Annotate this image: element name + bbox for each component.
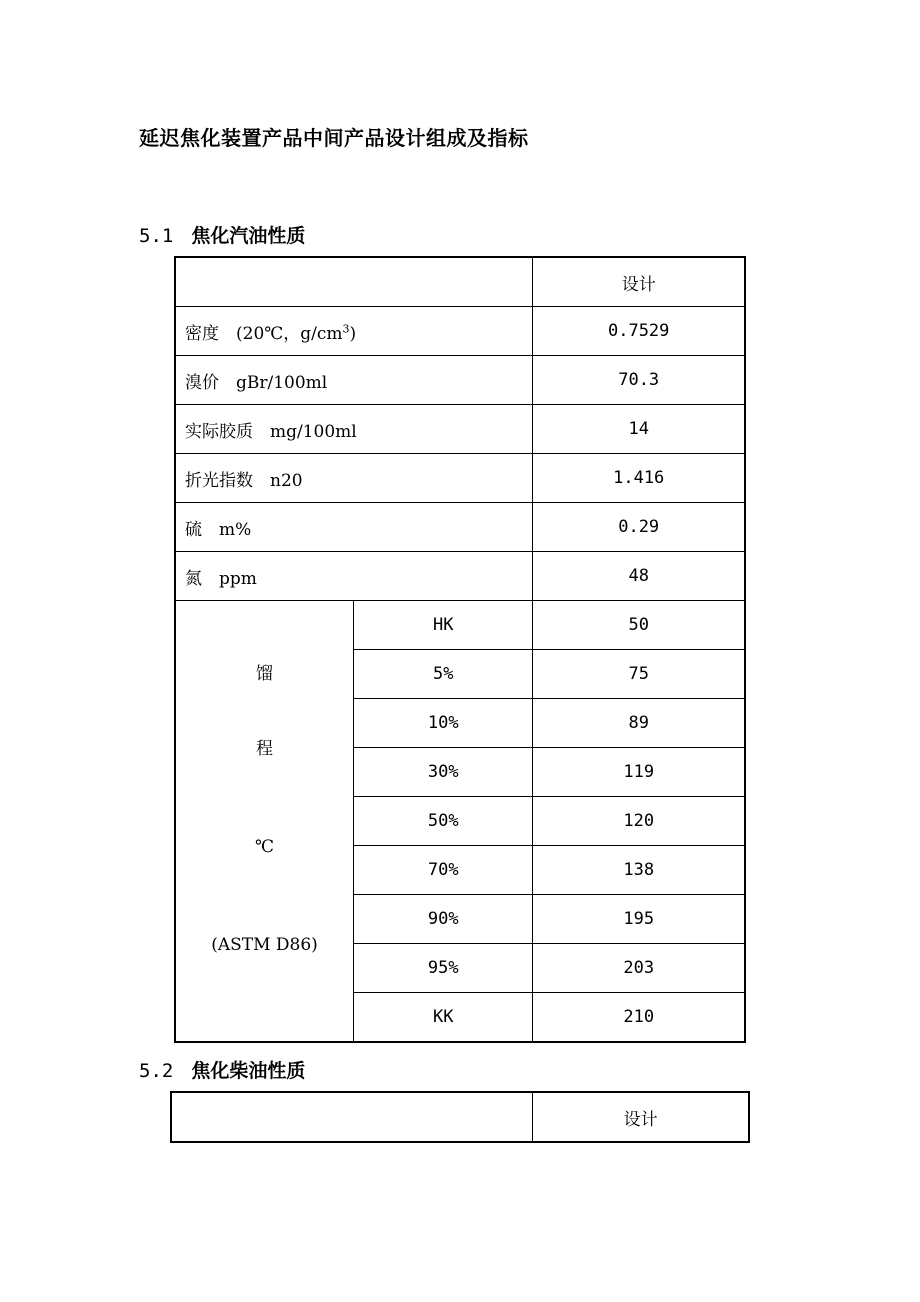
section-heading-gasoline [139,221,305,248]
distillation-value: 75 [533,650,745,699]
table-row [175,601,745,650]
property-value: 48 [533,552,745,601]
header-blank-cell [175,257,533,307]
header-design-cell: 设计 [533,1092,749,1142]
distillation-value: 119 [533,748,745,797]
section-title: 焦化汽油性质 [191,225,306,247]
table-header-row [171,1092,749,1142]
document-title: 延迟焦化装置产品中间产品设计组成及指标 [139,126,529,150]
property-label: 实际胶质 mg/100ml [175,405,533,454]
section-heading-diesel [139,1056,305,1083]
distillation-label-line: 馏 [256,664,273,684]
distillation-value: 210 [533,993,745,1043]
distillation-value: 138 [533,846,745,895]
distillation-label-cell [175,601,354,1043]
distillation-label-line: (ASTM D86) [211,935,318,955]
table-row [175,503,745,552]
property-value: 1.416 [533,454,745,503]
distillation-point: 30% [354,748,533,797]
property-label: 氮 ppm [175,552,533,601]
distillation-point: 5% [354,650,533,699]
distillation-label-line: ℃ [254,837,275,857]
header-blank-cell [171,1092,533,1142]
section-number: 5.1 [139,225,174,247]
diesel-properties-table [170,1091,750,1143]
section-title: 焦化柴油性质 [191,1060,306,1082]
property-label: 密度 (20℃，$g/cm^3$) [175,307,533,356]
distillation-label-line: 程 [256,739,273,759]
distillation-value: 50 [533,601,745,650]
property-value: 70.3 [533,356,745,405]
header-design-cell: 设计 [533,257,745,307]
distillation-value: 120 [533,797,745,846]
property-label: 溴价 gBr/100ml [175,356,533,405]
table-row [175,307,745,356]
distillation-value: 203 [533,944,745,993]
property-value: 14 [533,405,745,454]
section-number: 5.2 [139,1060,174,1082]
distillation-value: 89 [533,699,745,748]
distillation-point: 95% [354,944,533,993]
table-header-row [175,257,745,307]
property-label: 折光指数 n20 [175,454,533,503]
distillation-point: KK [354,993,533,1043]
table-row [175,552,745,601]
table-row [175,356,745,405]
distillation-point: 70% [354,846,533,895]
distillation-point: 50% [354,797,533,846]
property-value: 0.29 [533,503,745,552]
distillation-point: HK [354,601,533,650]
table-row [175,454,745,503]
table-row [175,405,745,454]
distillation-point: 10% [354,699,533,748]
property-value: 0.7529 [533,307,745,356]
gasoline-properties-table [174,256,746,1043]
property-label: 硫 m% [175,503,533,552]
distillation-value: 195 [533,895,745,944]
distillation-point: 90% [354,895,533,944]
